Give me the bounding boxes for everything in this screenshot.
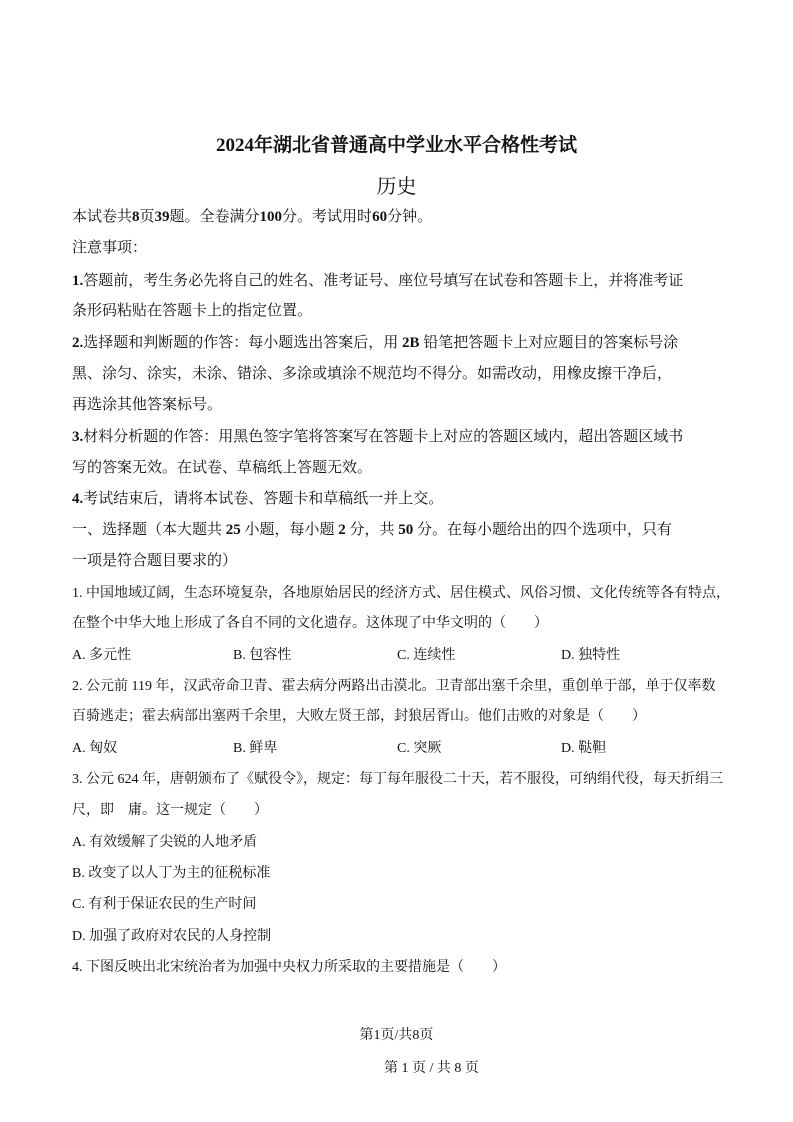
item-number: 1. bbox=[72, 273, 84, 289]
question-3-option-b[interactable]: B. 改变了以人丁为主的征税标准 bbox=[72, 866, 271, 881]
pencil-type: 2B bbox=[402, 335, 420, 351]
question-2-option-c[interactable]: C. 突厥 bbox=[397, 741, 442, 756]
intro-score: 100 bbox=[259, 209, 283, 225]
item-text: 考试结束后，请将本试卷、答题卡和草稿纸一并上交。 bbox=[83, 491, 444, 507]
section-points: 2 bbox=[338, 522, 346, 538]
question-2-option-d[interactable]: D. 鞑靼 bbox=[561, 741, 607, 756]
item-number: 4. bbox=[72, 491, 84, 507]
question-1-option-c[interactable]: C. 连续性 bbox=[397, 648, 456, 663]
question-3-option-a[interactable]: A. 有效缓解了尖锐的人地矛盾 bbox=[72, 835, 258, 850]
question-3-option-c[interactable]: C. 有利于保证农民的生产时间 bbox=[72, 897, 257, 912]
intro-text: 本试卷共 bbox=[72, 209, 133, 225]
question-2-stem-cont: 百骑逃走；霍去病部出塞两千余里，大败左贤王部，封狼居胥山。他们击败的对象是（ ） bbox=[72, 709, 646, 724]
item-number: 2. bbox=[72, 335, 84, 351]
intro-text: 分钟。 bbox=[387, 209, 433, 225]
section-total: 50 bbox=[398, 522, 414, 538]
question-3-stem-cont: 尺，即 庸。这一规定（ ） bbox=[72, 803, 268, 818]
notice-heading: 注意事项： bbox=[72, 240, 148, 256]
question-1-option-b[interactable]: B. 包容性 bbox=[233, 648, 292, 663]
subject-title: 历史 bbox=[376, 176, 417, 198]
question-1-stem-cont: 在整个中华大地上形成了各自不同的文化遗存。这体现了中华文明的（ ） bbox=[72, 616, 548, 631]
notice-item-3 bbox=[72, 427, 683, 447]
intro-text: 分。考试用时 bbox=[282, 209, 373, 225]
question-2-stem: 2. 公元前 119 年，汉武帝命卫青、霍去病分两路出击漠北。卫青部出塞千余里，重创单于部，单于仅率数 bbox=[72, 679, 716, 694]
intro-text: 题。全卷满分 bbox=[169, 209, 260, 225]
intro-time: 60 bbox=[372, 209, 388, 225]
question-2-option-a[interactable]: A. 匈奴 bbox=[72, 741, 118, 756]
section-text: 一、选择题（本大题共 bbox=[72, 522, 223, 538]
question-1-option-d[interactable]: D. 独特性 bbox=[561, 648, 621, 663]
section-text: 分，共 bbox=[349, 522, 395, 538]
question-1-stem: 1. 中国地域辽阔，生态环境复杂，各地原始居民的经济方式、居住模式、风俗习惯、文化传统等各有特点， bbox=[72, 586, 730, 601]
intro-questions: 39 bbox=[154, 209, 170, 225]
notice-item-4 bbox=[72, 489, 443, 509]
notice-item-2 bbox=[72, 333, 678, 353]
question-2-option-b[interactable]: B. 鲜卑 bbox=[233, 741, 278, 756]
section-heading-cont: 一项是符合题目要求的） bbox=[72, 553, 238, 569]
question-3-stem: 3. 公元 624 年，唐朝颁布了《赋役令》，规定：每丁每年服役二十天，若不服役，可纳绢代役，每天折绢三 bbox=[72, 772, 723, 787]
page-number: 第1页/共8页 bbox=[359, 1028, 434, 1043]
item-text: 选择题和判断题的作答：每小题选出答案后，用 bbox=[83, 335, 399, 351]
question-4-stem: 4. 下图反映出北宋统治者为加强中央权力所采取的主要措施是（ ） bbox=[72, 960, 506, 975]
exam-title: 2024年湖北省普通高中学业水平合格性考试 bbox=[215, 135, 577, 156]
notice-item-2-cont: 再选涂其他答案标号。 bbox=[72, 397, 223, 413]
item-text: 答题前，考生务必先将自己的姓名、准考证号、座位号填写在试卷和答题卡上，并将准考证 bbox=[83, 273, 684, 289]
notice-item-1-cont: 条形码粘贴在答题卡上的指定位置。 bbox=[72, 303, 313, 319]
question-1-option-a[interactable]: A. 多元性 bbox=[72, 648, 132, 663]
exam-intro bbox=[72, 207, 432, 227]
intro-text: 页 bbox=[139, 209, 155, 225]
section-text: 分。在每小题给出的四个选项中，只有 bbox=[417, 522, 673, 538]
notice-item-3-cont: 写的答案无效。在试卷、草稿纸上答题无效。 bbox=[72, 460, 373, 476]
section-heading bbox=[72, 520, 672, 540]
item-text: 材料分析题的作答：用黑色签字笔将答案写在答题卡上对应的答题区域内，超出答题区域书 bbox=[83, 429, 684, 445]
item-text: 铅笔把答题卡上对应题目的答案标号涂 bbox=[423, 335, 679, 351]
question-3-option-d[interactable]: D. 加强了政府对农民的人身控制 bbox=[72, 929, 272, 944]
section-text: 小题，每小题 bbox=[244, 522, 335, 538]
section-count: 25 bbox=[225, 522, 241, 538]
item-number: 3. bbox=[72, 429, 84, 445]
page-number-secondary: 第 1 页 / 共 8 页 bbox=[384, 1061, 479, 1076]
intro-pages: 8 bbox=[132, 209, 140, 225]
notice-item-1 bbox=[72, 271, 683, 291]
notice-item-2-cont: 黑、涂匀、涂实，未涂、错涂、多涂或填涂不规范均不得分。如需改动，用橡皮擦干净后， bbox=[72, 366, 673, 382]
